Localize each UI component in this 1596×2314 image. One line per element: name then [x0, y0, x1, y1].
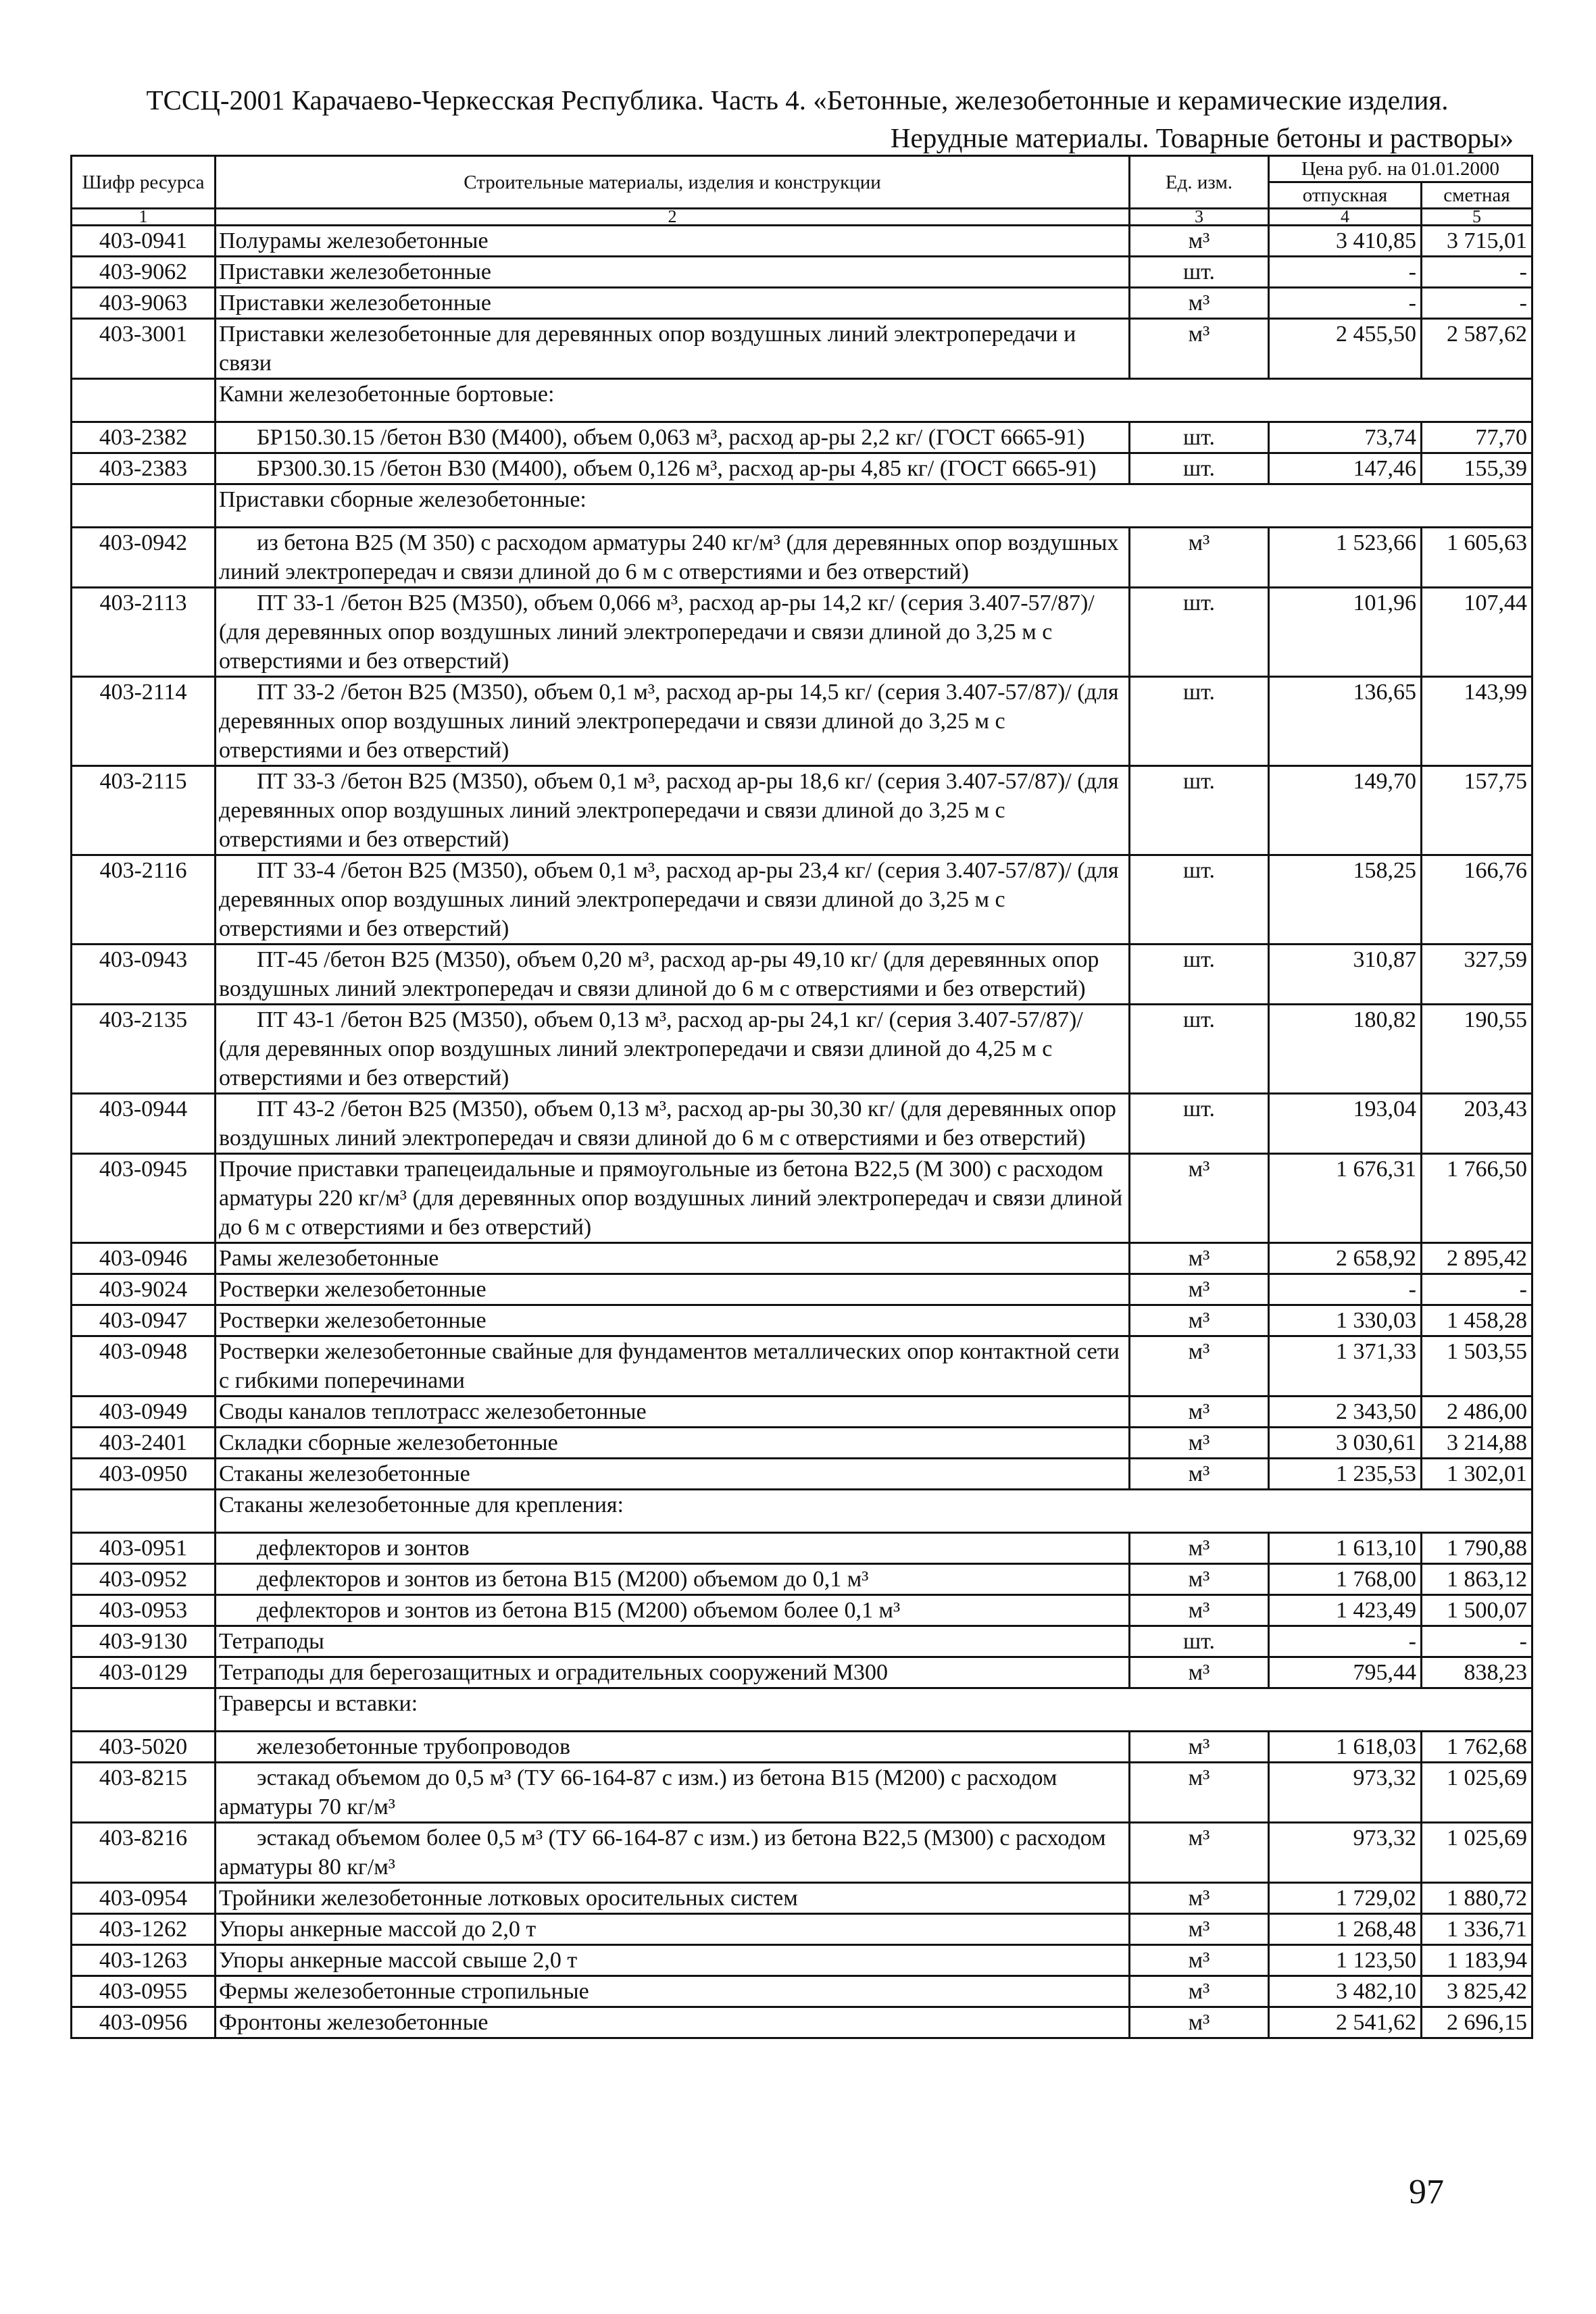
- unit-cell: м³: [1130, 1397, 1269, 1428]
- table-row: [72, 1243, 1532, 1274]
- estimate-price: 1 025,69: [1422, 1823, 1532, 1883]
- release-price: 1 613,10: [1269, 1533, 1422, 1564]
- estimate-price: 1 458,28: [1422, 1305, 1532, 1336]
- material-name: ПТ 33-2 /бетон В25 (М350), объем 0,1 м³, расход ар-ры 14,5 кг/ (серия 3.407-57/87)/ (для деревянных опор воздушных линий электропередачи и связи длиной до 3,25 м с отверстиями и без отверстий): [216, 677, 1130, 766]
- table-row: [72, 1564, 1532, 1595]
- material-name: Прочие приставки трапецеидальные и прямоугольные из бетона В22,5 (М 300) с расходом арматуры 220 кг/м³ (для деревянных опор воздушных линий электропередач и связи длиной до 6 м с отверстиями и без отверстий): [216, 1154, 1130, 1243]
- unit-cell: м³: [1130, 1823, 1269, 1883]
- resource-code: 403-0956: [72, 2007, 216, 2038]
- resource-code: 403-0945: [72, 1154, 216, 1243]
- col-number: 5: [1422, 209, 1532, 226]
- estimate-price: 190,55: [1422, 1005, 1532, 1094]
- unit-cell: м³: [1130, 1243, 1269, 1274]
- table-row: [72, 288, 1532, 319]
- resource-code: 403-0951: [72, 1533, 216, 1564]
- unit-cell: шт.: [1130, 677, 1269, 766]
- estimate-price: 203,43: [1422, 1094, 1532, 1154]
- unit-cell: м³: [1130, 226, 1269, 257]
- release-price: 2 343,50: [1269, 1397, 1422, 1428]
- material-name: Тетраподы: [216, 1626, 1130, 1657]
- release-price: 2 658,92: [1269, 1243, 1422, 1274]
- resource-code: 403-2135: [72, 1005, 216, 1094]
- release-price: -: [1269, 257, 1422, 288]
- estimate-price: 2 486,00: [1422, 1397, 1532, 1428]
- resource-code: 403-0946: [72, 1243, 216, 1274]
- estimate-price: 1 503,55: [1422, 1336, 1532, 1397]
- document-header: [68, 81, 1527, 157]
- resource-code: 403-8215: [72, 1763, 216, 1823]
- material-name: железобетонные трубопроводов: [216, 1732, 1130, 1763]
- estimate-price: 327,59: [1422, 945, 1532, 1005]
- estimate-price: 1 863,12: [1422, 1564, 1532, 1595]
- resource-code: 403-2115: [72, 766, 216, 855]
- resource-code: 403-2382: [72, 422, 216, 453]
- table-row: [72, 422, 1532, 453]
- unit-cell: шт.: [1130, 422, 1269, 453]
- header-title-line2: Нерудные материалы. Товарные бетоны и растворы»: [890, 122, 1514, 153]
- table-row: [72, 1823, 1532, 1883]
- col-header-unit: Ед. изм.: [1130, 156, 1269, 209]
- material-name: Полурамы железобетонные: [216, 226, 1130, 257]
- unit-cell: м³: [1130, 1336, 1269, 1397]
- material-name: Приставки железобетонные: [216, 288, 1130, 319]
- estimate-price: 157,75: [1422, 766, 1532, 855]
- material-name: БР300.30.15 /бетон В30 (М400), объем 0,126 м³, расход ар-ры 4,85 кг/ (ГОСТ 6665-91): [216, 453, 1130, 484]
- material-name: Стаканы железобетонные: [216, 1459, 1130, 1490]
- release-price: 795,44: [1269, 1657, 1422, 1688]
- release-price: 1 268,48: [1269, 1914, 1422, 1945]
- table-row: [72, 1914, 1532, 1945]
- release-price: 147,46: [1269, 453, 1422, 484]
- estimate-price: 77,70: [1422, 422, 1532, 453]
- table-row: [72, 588, 1532, 677]
- estimate-price: 1 025,69: [1422, 1763, 1532, 1823]
- estimate-price: 2 895,42: [1422, 1243, 1532, 1274]
- estimate-price: 1 336,71: [1422, 1914, 1532, 1945]
- header-title-line1: ТССЦ-2001 Карачаево-Черкесская Республика. Часть 4. «Бетонные, железобетонные и керамические изделия.: [146, 84, 1449, 116]
- section-row: [72, 1688, 1532, 1732]
- material-name: дефлекторов и зонтов из бетона В15 (М200) объемом до 0,1 м³: [216, 1564, 1130, 1595]
- release-price: 73,74: [1269, 422, 1422, 453]
- resource-code: 403-0954: [72, 1883, 216, 1914]
- material-name: ПТ 43-2 /бетон В25 (М350), объем 0,13 м³, расход ар-ры 30,30 кг/ (для деревянных опор воздушных линий электропередач и связи длиной до 6 м с отверстиями и без отверстий): [216, 1094, 1130, 1154]
- unit-cell: шт.: [1130, 1005, 1269, 1094]
- unit-cell: шт.: [1130, 945, 1269, 1005]
- col-header-release: отпускная: [1269, 182, 1422, 209]
- resource-code: 403-0129: [72, 1657, 216, 1688]
- resource-code: 403-2113: [72, 588, 216, 677]
- release-price: 310,87: [1269, 945, 1422, 1005]
- estimate-price: 838,23: [1422, 1657, 1532, 1688]
- resource-code: 403-0947: [72, 1305, 216, 1336]
- unit-cell: м³: [1130, 1533, 1269, 1564]
- section-title: Траверсы и вставки:: [216, 1688, 1532, 1732]
- resource-code: 403-1262: [72, 1914, 216, 1945]
- table-row: [72, 766, 1532, 855]
- unit-cell: м³: [1130, 1274, 1269, 1305]
- material-name: Тройники железобетонные лотковых оросительных систем: [216, 1883, 1130, 1914]
- estimate-price: 1 500,07: [1422, 1595, 1532, 1626]
- table-row: [72, 1005, 1532, 1094]
- release-price: 973,32: [1269, 1763, 1422, 1823]
- release-price: 1 235,53: [1269, 1459, 1422, 1490]
- unit-cell: м³: [1130, 1732, 1269, 1763]
- table-row: [72, 2007, 1532, 2038]
- resource-code: 403-0943: [72, 945, 216, 1005]
- release-price: 1 123,50: [1269, 1945, 1422, 1976]
- price-table: [70, 155, 1533, 2039]
- unit-cell: шт.: [1130, 588, 1269, 677]
- release-price: -: [1269, 288, 1422, 319]
- resource-code: 403-5020: [72, 1732, 216, 1763]
- table-row: [72, 1428, 1532, 1459]
- col-header-price: Цена руб. на 01.01.2000: [1269, 156, 1532, 182]
- estimate-price: 3 214,88: [1422, 1428, 1532, 1459]
- table-row: [72, 1274, 1532, 1305]
- unit-cell: м³: [1130, 1595, 1269, 1626]
- resource-code: 403-2401: [72, 1428, 216, 1459]
- resource-code: 403-0952: [72, 1564, 216, 1595]
- material-name: дефлекторов и зонтов из бетона В15 (М200) объемом более 0,1 м³: [216, 1595, 1130, 1626]
- release-price: 158,25: [1269, 855, 1422, 945]
- section-row: [72, 1490, 1532, 1533]
- resource-code: 403-0948: [72, 1336, 216, 1397]
- resource-code: 403-3001: [72, 319, 216, 379]
- empty-cell: [72, 1490, 216, 1533]
- col-number: 2: [216, 209, 1130, 226]
- unit-cell: м³: [1130, 1305, 1269, 1336]
- resource-code: 403-0953: [72, 1595, 216, 1626]
- estimate-price: 107,44: [1422, 588, 1532, 677]
- material-name: эстакад объемом до 0,5 м³ (ТУ 66-164-87 с изм.) из бетона В15 (М200) с расходом арматуры 70 кг/м³: [216, 1763, 1130, 1823]
- resource-code: 403-0944: [72, 1094, 216, 1154]
- unit-cell: м³: [1130, 1459, 1269, 1490]
- material-name: из бетона В25 (М 350) с расходом арматуры 240 кг/м³ (для деревянных опор воздушных линий электропередач и связи длиной до 6 м с отверстиями и без отверстий): [216, 528, 1130, 588]
- col-number: 3: [1130, 209, 1269, 226]
- table-row: [72, 1397, 1532, 1428]
- unit-cell: шт.: [1130, 1094, 1269, 1154]
- unit-cell: м³: [1130, 319, 1269, 379]
- material-name: Приставки железобетонные: [216, 257, 1130, 288]
- table-row: [72, 1305, 1532, 1336]
- material-name: эстакад объемом более 0,5 м³ (ТУ 66-164-87 с изм.) из бетона В22,5 (М300) с расходом арматуры 80 кг/м³: [216, 1823, 1130, 1883]
- unit-cell: шт.: [1130, 855, 1269, 945]
- material-name: ПТ 33-3 /бетон В25 (М350), объем 0,1 м³, расход ар-ры 18,6 кг/ (серия 3.407-57/87)/ (для деревянных опор воздушных линий электропередачи и связи длиной до 3,25 м с отверстиями и без отверстий): [216, 766, 1130, 855]
- resource-code: 403-0949: [72, 1397, 216, 1428]
- empty-cell: [72, 484, 216, 528]
- unit-cell: м³: [1130, 1564, 1269, 1595]
- section-row: [72, 484, 1532, 528]
- estimate-price: 1 790,88: [1422, 1533, 1532, 1564]
- table-row: [72, 677, 1532, 766]
- release-price: 149,70: [1269, 766, 1422, 855]
- unit-cell: м³: [1130, 288, 1269, 319]
- release-price: 1 618,03: [1269, 1732, 1422, 1763]
- release-price: 136,65: [1269, 677, 1422, 766]
- material-name: Приставки железобетонные для деревянных опор воздушных линий электропередачи и связи: [216, 319, 1130, 379]
- material-name: БР150.30.15 /бетон В30 (М400), объем 0,063 м³, расход ар-ры 2,2 кг/ (ГОСТ 6665-91): [216, 422, 1130, 453]
- estimate-price: 1 762,68: [1422, 1732, 1532, 1763]
- table-row: [72, 1883, 1532, 1914]
- estimate-price: -: [1422, 288, 1532, 319]
- release-price: 1 423,49: [1269, 1595, 1422, 1626]
- estimate-price: 1 183,94: [1422, 1945, 1532, 1976]
- release-price: 1 768,00: [1269, 1564, 1422, 1595]
- estimate-price: 1 766,50: [1422, 1154, 1532, 1243]
- table-row: [72, 1976, 1532, 2007]
- release-price: 2 455,50: [1269, 319, 1422, 379]
- release-price: 1 371,33: [1269, 1336, 1422, 1397]
- release-price: -: [1269, 1626, 1422, 1657]
- table-row: [72, 319, 1532, 379]
- release-price: 2 541,62: [1269, 2007, 1422, 2038]
- release-price: 1 330,03: [1269, 1305, 1422, 1336]
- estimate-price: 1 880,72: [1422, 1883, 1532, 1914]
- material-name: Фронтоны железобетонные: [216, 2007, 1130, 2038]
- material-name: ПТ 43-1 /бетон В25 (М350), объем 0,13 м³, расход ар-ры 24,1 кг/ (серия 3.407-57/87)/ (для деревянных опор воздушных линий электропередачи и связи длиной до 4,25 м с отверстиями и без отверстий): [216, 1005, 1130, 1094]
- material-name: ПТ 33-4 /бетон В25 (М350), объем 0,1 м³, расход ар-ры 23,4 кг/ (серия 3.407-57/87)/ (для деревянных опор воздушных линий электропередачи и связи длиной до 3,25 м с отверстиями и без отверстий): [216, 855, 1130, 945]
- table-row: [72, 1732, 1532, 1763]
- col-number: 4: [1269, 209, 1422, 226]
- unit-cell: м³: [1130, 1945, 1269, 1976]
- unit-cell: м³: [1130, 528, 1269, 588]
- resource-code: 403-9024: [72, 1274, 216, 1305]
- table-row: [72, 1336, 1532, 1397]
- unit-cell: м³: [1130, 2007, 1269, 2038]
- table-row: [72, 1595, 1532, 1626]
- release-price: 193,04: [1269, 1094, 1422, 1154]
- section-row: [72, 379, 1532, 422]
- unit-cell: м³: [1130, 1657, 1269, 1688]
- resource-code: 403-2383: [72, 453, 216, 484]
- table-row: [72, 257, 1532, 288]
- material-name: Складки сборные железобетонные: [216, 1428, 1130, 1459]
- unit-cell: м³: [1130, 1154, 1269, 1243]
- resource-code: 403-0955: [72, 1976, 216, 2007]
- estimate-price: 143,99: [1422, 677, 1532, 766]
- resource-code: 403-0950: [72, 1459, 216, 1490]
- material-name: Тетраподы для берегозащитных и оградительных сооружений М300: [216, 1657, 1130, 1688]
- section-title: Стаканы железобетонные для крепления:: [216, 1490, 1532, 1533]
- material-name: ПТ-45 /бетон В25 (М350), объем 0,20 м³, расход ар-ры 49,10 кг/ (для деревянных опор воздушных линий электропередач и связи длиной до 6 м с отверстиями и без отверстий): [216, 945, 1130, 1005]
- resource-code: 403-2116: [72, 855, 216, 945]
- table-row: [72, 1657, 1532, 1688]
- unit-cell: м³: [1130, 1428, 1269, 1459]
- resource-code: 403-9062: [72, 257, 216, 288]
- estimate-price: 166,76: [1422, 855, 1532, 945]
- unit-cell: шт.: [1130, 1626, 1269, 1657]
- material-name: Упоры анкерные массой до 2,0 т: [216, 1914, 1130, 1945]
- unit-cell: шт.: [1130, 257, 1269, 288]
- estimate-price: -: [1422, 257, 1532, 288]
- section-title: Приставки сборные железобетонные:: [216, 484, 1532, 528]
- material-name: Ростверки железобетонные: [216, 1305, 1130, 1336]
- col-header-name: Строительные материалы, изделия и конструкции: [216, 156, 1130, 209]
- empty-cell: [72, 379, 216, 422]
- material-name: дефлекторов и зонтов: [216, 1533, 1130, 1564]
- unit-cell: м³: [1130, 1763, 1269, 1823]
- resource-code: 403-2114: [72, 677, 216, 766]
- table-row: [72, 226, 1532, 257]
- table-row: [72, 1154, 1532, 1243]
- unit-cell: шт.: [1130, 766, 1269, 855]
- unit-cell: шт.: [1130, 453, 1269, 484]
- col-number: 1: [72, 209, 216, 226]
- release-price: 180,82: [1269, 1005, 1422, 1094]
- resource-code: 403-9063: [72, 288, 216, 319]
- table-row: [72, 528, 1532, 588]
- table-row: [72, 1094, 1532, 1154]
- estimate-price: 1 605,63: [1422, 528, 1532, 588]
- table-row: [72, 1945, 1532, 1976]
- release-price: -: [1269, 1274, 1422, 1305]
- release-price: 101,96: [1269, 588, 1422, 677]
- empty-cell: [72, 1688, 216, 1732]
- material-name: Ростверки железобетонные свайные для фундаментов металлических опор контактной сети с гибкими поперечинами: [216, 1336, 1130, 1397]
- estimate-price: 3 715,01: [1422, 226, 1532, 257]
- table-row: [72, 453, 1532, 484]
- estimate-price: 3 825,42: [1422, 1976, 1532, 2007]
- material-name: Ростверки железобетонные: [216, 1274, 1130, 1305]
- estimate-price: 2 696,15: [1422, 2007, 1532, 2038]
- release-price: 3 410,85: [1269, 226, 1422, 257]
- resource-code: 403-9130: [72, 1626, 216, 1657]
- release-price: 1 523,66: [1269, 528, 1422, 588]
- material-name: Рамы железобетонные: [216, 1243, 1130, 1274]
- estimate-price: 1 302,01: [1422, 1459, 1532, 1490]
- page-number: 97: [1409, 2173, 1444, 2211]
- table-row: [72, 1533, 1532, 1564]
- release-price: 973,32: [1269, 1823, 1422, 1883]
- release-price: 3 482,10: [1269, 1976, 1422, 2007]
- estimate-price: -: [1422, 1274, 1532, 1305]
- table-row: [72, 855, 1532, 945]
- unit-cell: м³: [1130, 1883, 1269, 1914]
- estimate-price: 2 587,62: [1422, 319, 1532, 379]
- release-price: 1 676,31: [1269, 1154, 1422, 1243]
- table-row: [72, 1763, 1532, 1823]
- table-row: [72, 1459, 1532, 1490]
- col-header-code: Шифр ресурса: [72, 156, 216, 209]
- table-body: [72, 226, 1532, 2038]
- resource-code: 403-0942: [72, 528, 216, 588]
- material-name: ПТ 33-1 /бетон В25 (М350), объем 0,066 м³, расход ар-ры 14,2 кг/ (серия 3.407-57/87)/ (для деревянных опор воздушных линий электропередачи и связи длиной до 3,25 м с отверстиями и без отверстий): [216, 588, 1130, 677]
- resource-code: 403-1263: [72, 1945, 216, 1976]
- material-name: Упоры анкерные массой свыше 2,0 т: [216, 1945, 1130, 1976]
- resource-code: 403-0941: [72, 226, 216, 257]
- material-name: Своды каналов теплотрасс железобетонные: [216, 1397, 1130, 1428]
- estimate-price: 155,39: [1422, 453, 1532, 484]
- material-name: Фермы железобетонные стропильные: [216, 1976, 1130, 2007]
- col-header-estimate: сметная: [1422, 182, 1532, 209]
- table-row: [72, 1626, 1532, 1657]
- resource-code: 403-8216: [72, 1823, 216, 1883]
- section-title: Камни железобетонные бортовые:: [216, 379, 1532, 422]
- unit-cell: м³: [1130, 1976, 1269, 2007]
- estimate-price: -: [1422, 1626, 1532, 1657]
- table-row: [72, 945, 1532, 1005]
- release-price: 1 729,02: [1269, 1883, 1422, 1914]
- release-price: 3 030,61: [1269, 1428, 1422, 1459]
- unit-cell: м³: [1130, 1914, 1269, 1945]
